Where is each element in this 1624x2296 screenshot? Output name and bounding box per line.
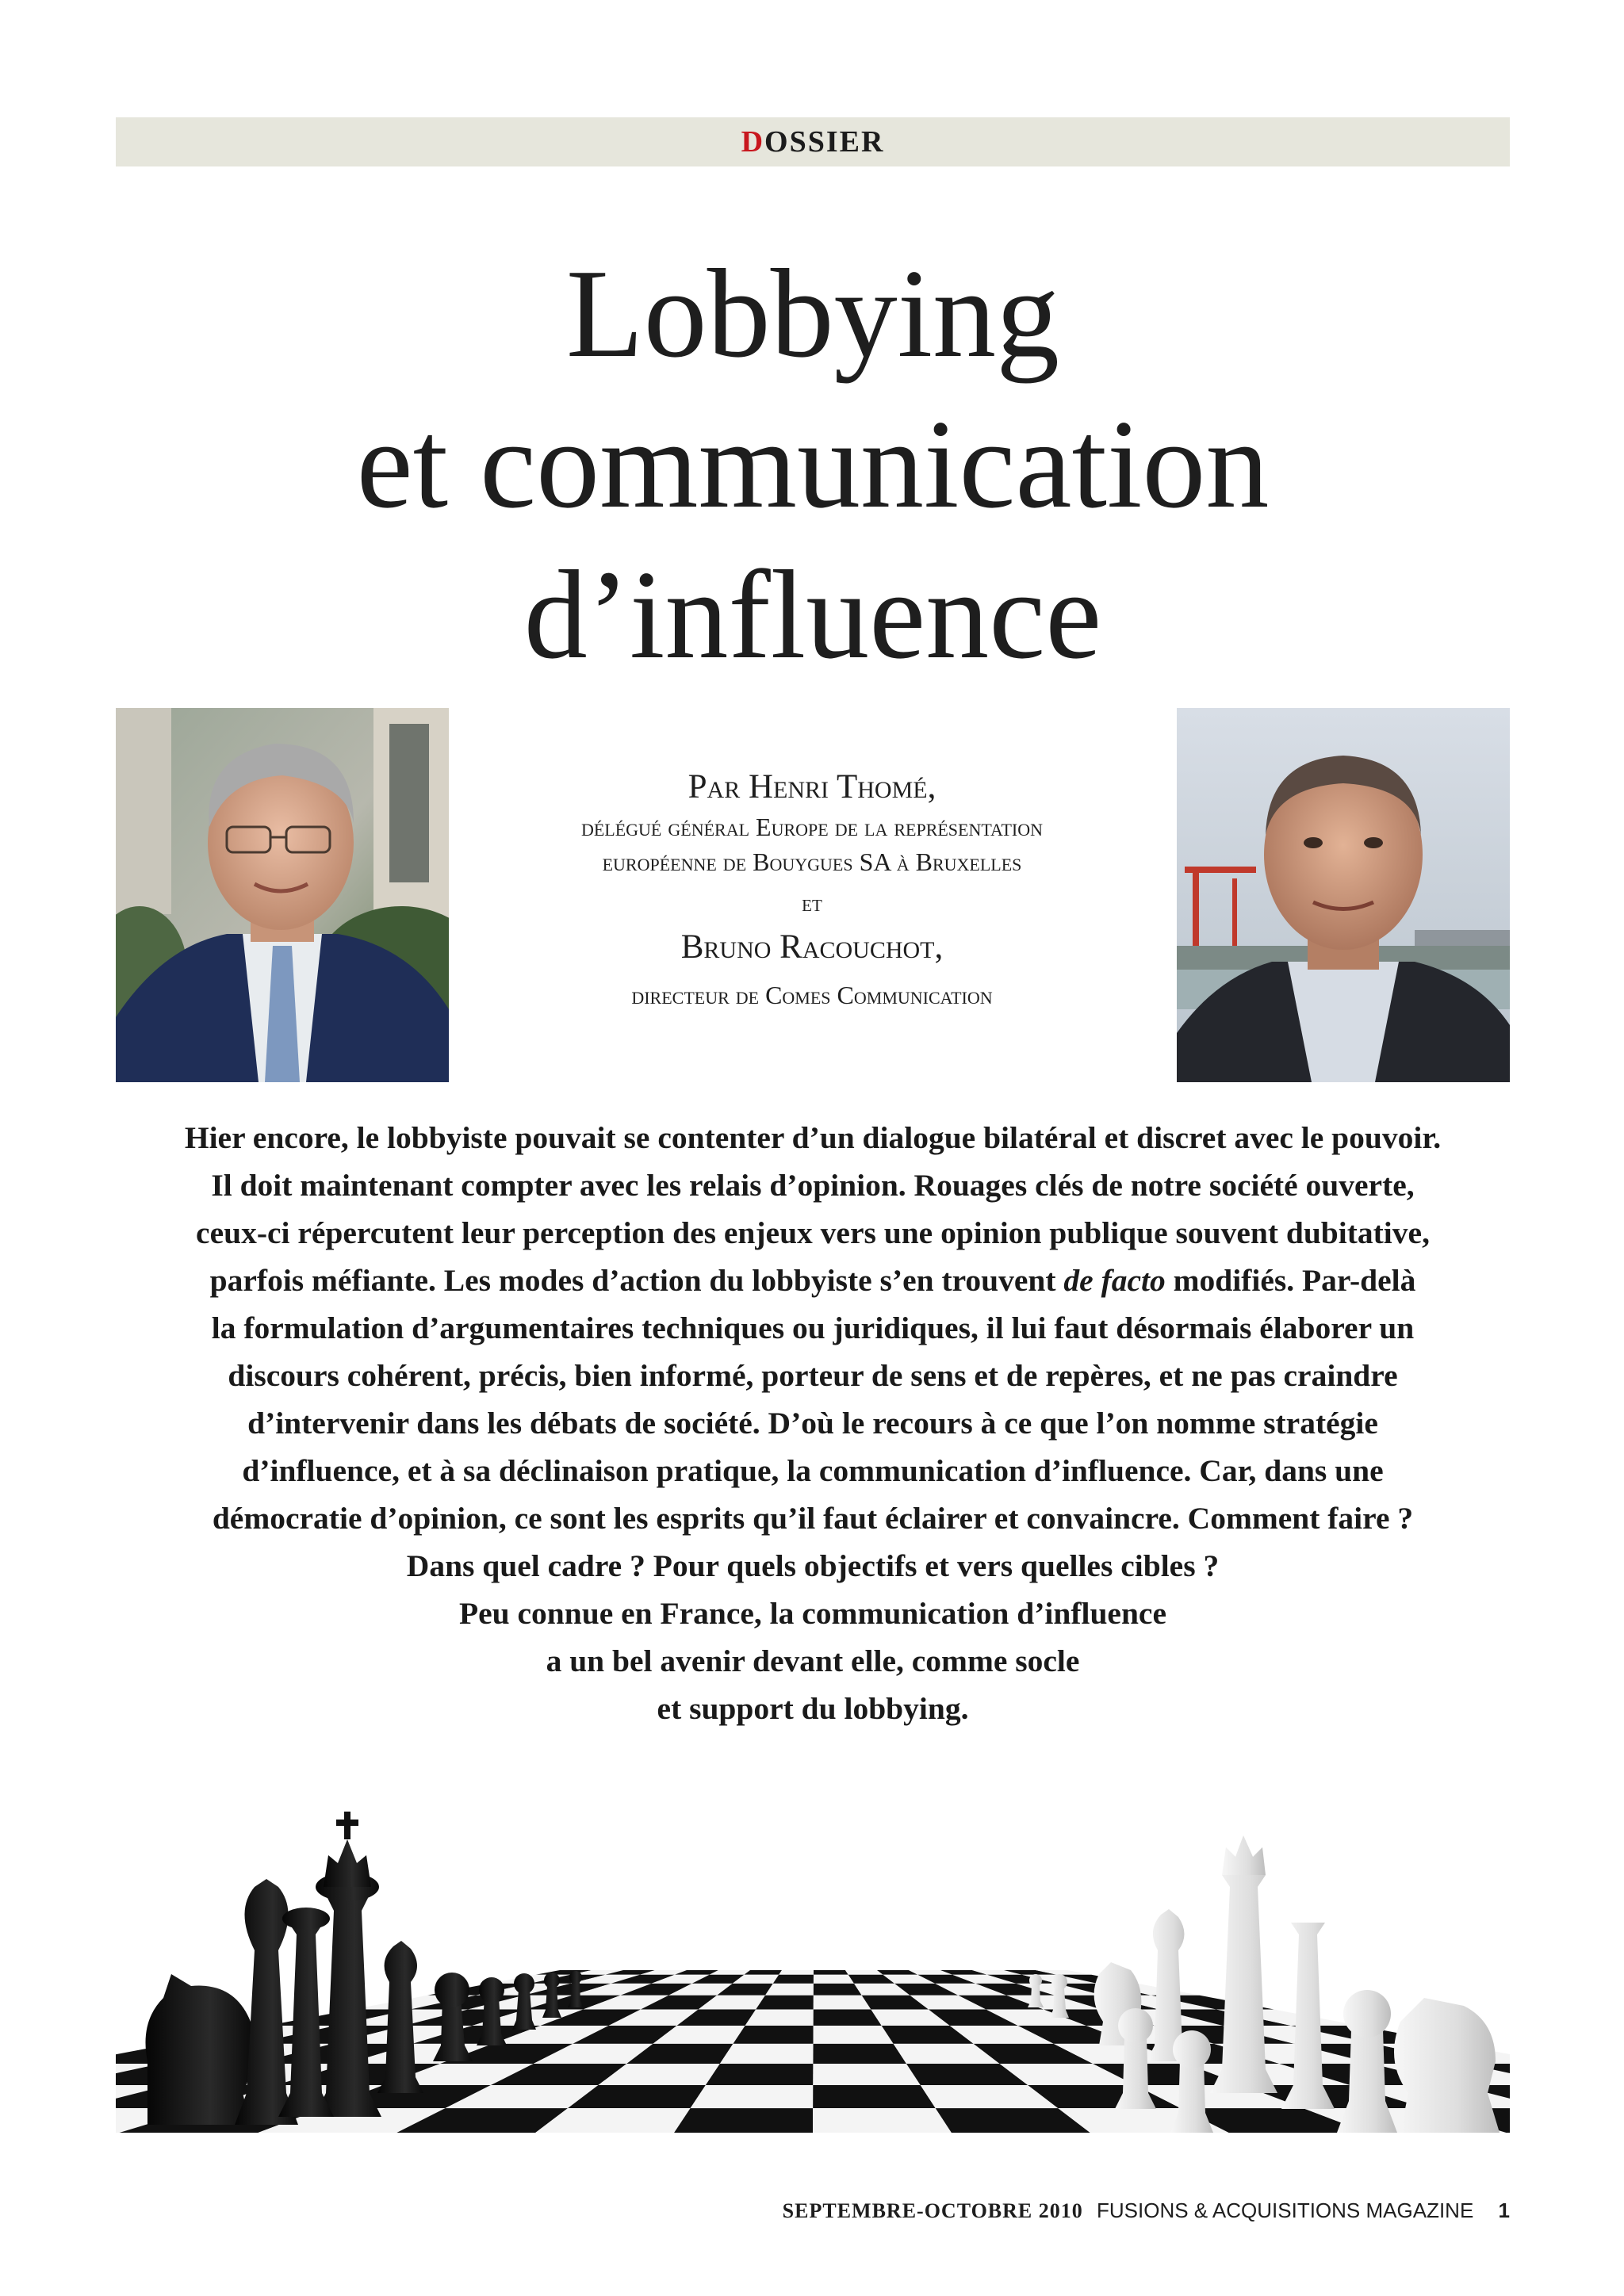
board-square bbox=[756, 1996, 814, 2010]
lead-line: démocratie d’opinion, ce sont les esprits qu’il faut éclairer et convaincre. Comment faire ? bbox=[212, 1501, 1414, 1536]
board-square bbox=[706, 2064, 814, 2085]
lead-line: la formulation d’argumentaires techniques ou juridiques, il lui faut désormais élaborer un bbox=[211, 1311, 1415, 1345]
author-photo-bruno-racouchot bbox=[1177, 708, 1510, 1082]
author-photo-henri-thome bbox=[116, 708, 449, 1082]
lead-line-segment: modifiés. Par-delà bbox=[1165, 1263, 1416, 1298]
lead-italic-phrase: de facto bbox=[1063, 1263, 1166, 1298]
lead-line-segment: parfois méfiante. Les modes d’action du lobbyiste s’en trouvent bbox=[209, 1263, 1064, 1298]
lead-line: discours cohérent, précis, bien informé, porteur de sens et de repères, et ne pas craindre bbox=[228, 1358, 1398, 1393]
author-1-role-line-2: européenne de Bouygues SA à Bruxelles bbox=[602, 848, 1022, 876]
board-square bbox=[814, 2010, 882, 2026]
board-square bbox=[744, 1970, 782, 1975]
board-square bbox=[691, 2085, 814, 2108]
board-square bbox=[814, 1975, 854, 1984]
magazine-name: FUSIONS & ACQUISITIONS MAGAZINE bbox=[1097, 2198, 1474, 2222]
page-number: 1 bbox=[1498, 2198, 1510, 2222]
board-square bbox=[813, 2085, 936, 2108]
article-headline bbox=[116, 238, 1510, 690]
byline-conjunction: et bbox=[802, 890, 822, 916]
page-footer bbox=[116, 2198, 1510, 2223]
board-square bbox=[814, 1996, 871, 2010]
lead-line: d’influence, et à sa déclinaison pratique, la communication d’influence. Car, dans une bbox=[242, 1453, 1384, 1488]
lead-line: Il doit maintenant compter avec les relais d’opinion. Rouages clés de notre société ouverte, bbox=[211, 1168, 1415, 1203]
board-square bbox=[814, 1984, 862, 1996]
lead-line: a un bel avenir devant elle, comme socle bbox=[546, 1644, 1080, 1678]
board-square bbox=[674, 2108, 813, 2133]
board-square bbox=[845, 1970, 883, 1975]
board-square bbox=[813, 2064, 920, 2085]
lead-line bbox=[116, 1257, 1510, 1304]
board-square bbox=[814, 2026, 894, 2044]
lead-line: et support du lobbying. bbox=[657, 1691, 969, 1726]
section-label-rest: OSSIER bbox=[764, 125, 885, 159]
board-square bbox=[720, 2044, 814, 2064]
board-square bbox=[733, 2026, 813, 2044]
lead-line: Peu connue en France, la communication d’influence bbox=[459, 1596, 1166, 1631]
lead-line: Hier encore, le lobbyiste pouvait se contenter d’un dialogue bilatéral et discret avec le pouvoir. bbox=[184, 1120, 1442, 1155]
section-label-initial: D bbox=[741, 125, 765, 159]
headline-line-3: d’influence bbox=[523, 544, 1102, 685]
author-1-name: Par Henri Thomé, bbox=[688, 768, 936, 806]
section-label bbox=[741, 125, 885, 159]
section-header-bar bbox=[116, 117, 1510, 166]
byline bbox=[468, 765, 1156, 1012]
board-square bbox=[773, 1975, 814, 1984]
lead-line: Dans quel cadre ? Pour quels objectifs et vers quelles cibles ? bbox=[406, 1548, 1220, 1583]
author-2-name: Bruno Racouchot, bbox=[680, 928, 944, 966]
board-square bbox=[765, 1984, 814, 1996]
board-square bbox=[814, 1970, 848, 1975]
lead-line: d’intervenir dans les débats de société. D’où le recours à ce que l’on nomme stratégie bbox=[247, 1406, 1378, 1441]
board-square bbox=[779, 1970, 814, 1975]
board-square bbox=[813, 2108, 952, 2133]
lead-line: ceux-ci répercutent leur perception des enjeux vers une opinion publique souvent dubitative, bbox=[196, 1215, 1430, 1250]
board-square bbox=[813, 2044, 906, 2064]
chessboard-svg bbox=[116, 1649, 1510, 2133]
chessboard-illustration bbox=[116, 1649, 1510, 2133]
issue-date: SEPTEMBRE-OCTOBRE 2010 bbox=[782, 2199, 1083, 2222]
headline-line-2: et communication bbox=[356, 393, 1270, 534]
author-1-role-line-1: délégué général Europe de la représentation bbox=[580, 813, 1044, 841]
lead-paragraph bbox=[116, 1114, 1510, 1732]
headline-line-1: Lobbying bbox=[565, 243, 1060, 384]
author-2-role: directeur de Comes Communication bbox=[631, 981, 993, 1009]
board-square bbox=[745, 2010, 814, 2026]
